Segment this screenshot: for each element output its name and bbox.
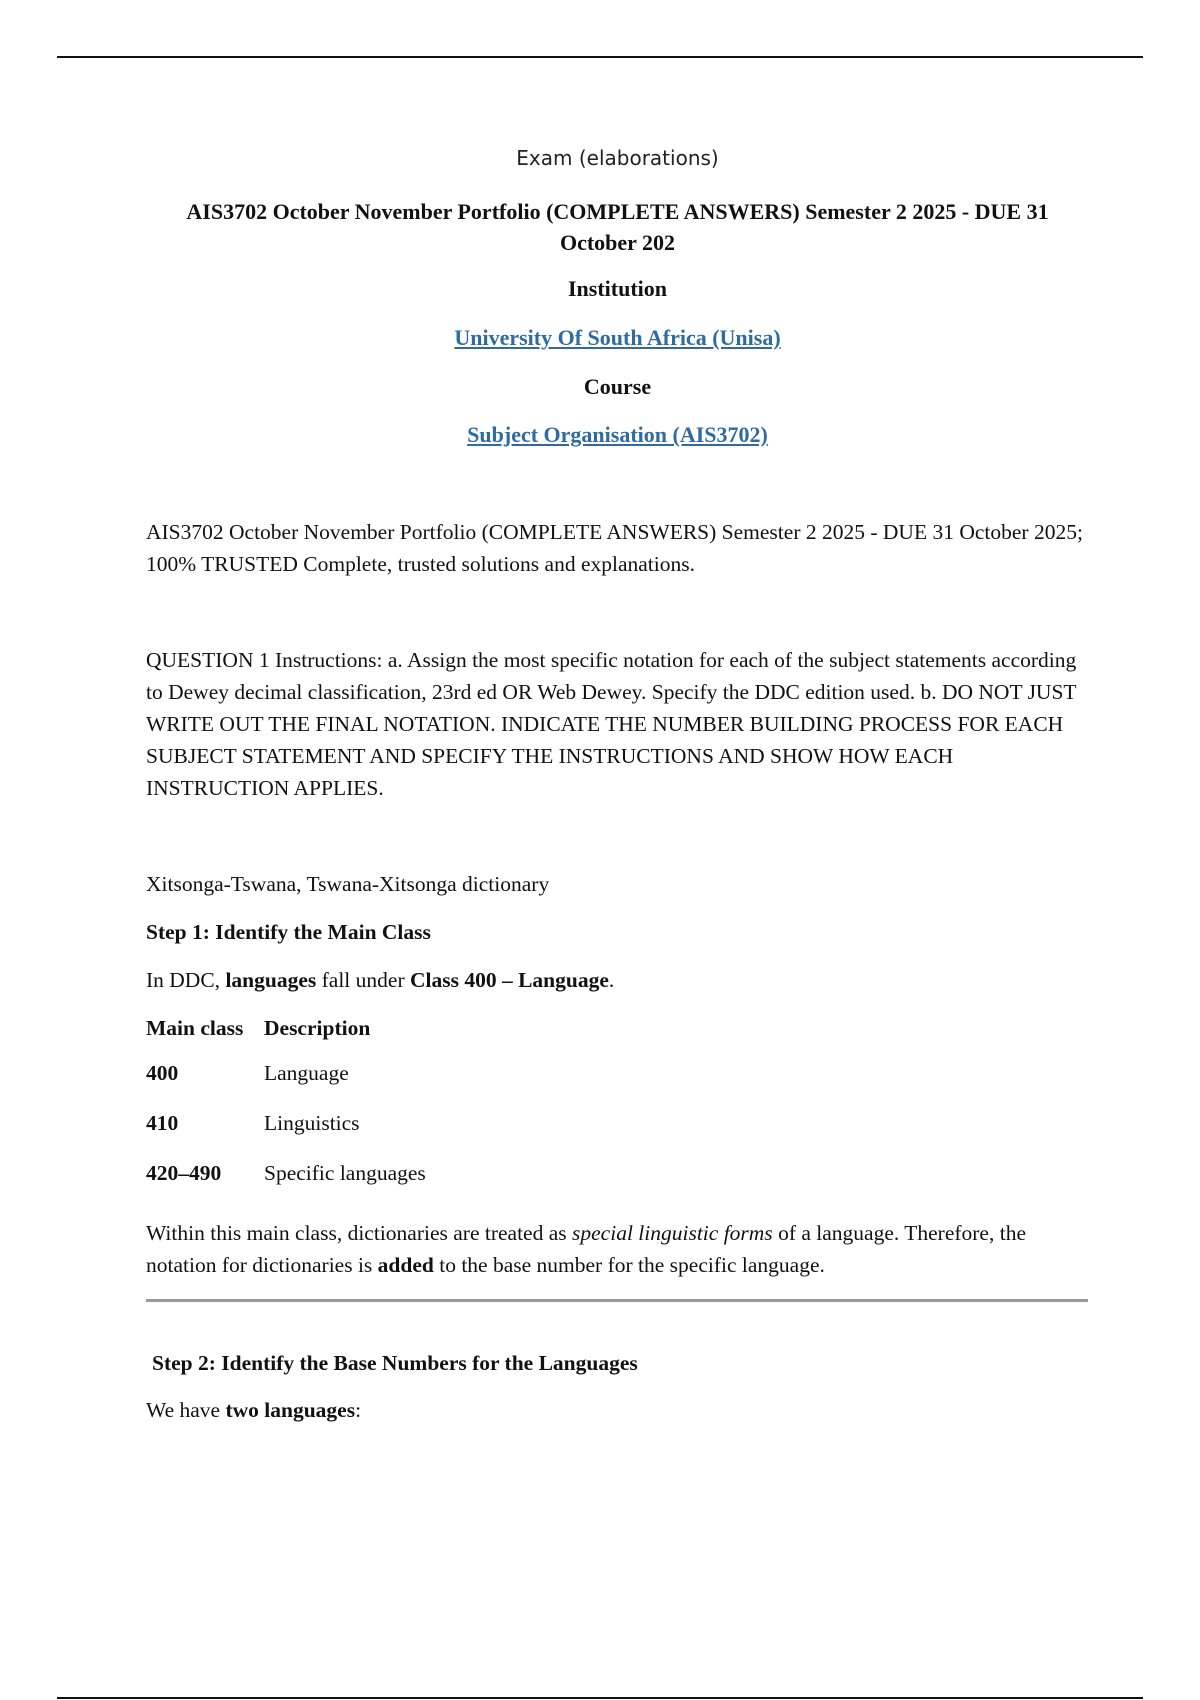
course-link[interactable]: Subject Organisation (AIS3702) <box>467 422 768 447</box>
table-row <box>146 1098 436 1148</box>
institution-link[interactable]: University Of South Africa (Unisa) <box>454 325 781 350</box>
subject-statement: Xitsonga-Tswana, Tswana-Xitsonga dictionary <box>146 872 550 896</box>
top-rule <box>57 56 1143 58</box>
institution-link-row <box>0 325 1200 351</box>
document-title: AIS3702 October November Portfolio (COMPLETE ANSWERS) Semester 2 2025 - DUE 31 October 202 <box>186 199 1049 255</box>
table-cell: Language <box>264 1060 349 1085</box>
step1-heading: Step 1: Identify the Main Class <box>146 920 431 944</box>
institution-label: Institution <box>567 276 668 301</box>
table-row <box>146 1148 436 1198</box>
section-divider <box>146 1299 1088 1302</box>
table-header: Main class <box>146 1015 244 1040</box>
course-label: Course <box>583 374 652 399</box>
course-link-row <box>0 422 1200 448</box>
table-cell: 410 <box>146 1110 179 1135</box>
step2-heading: Step 2: Identify the Base Numbers for the Languages <box>152 1351 638 1375</box>
table-row <box>146 1048 436 1098</box>
bottom-rule <box>57 1697 1143 1699</box>
table-cell: Specific languages <box>264 1160 426 1185</box>
step1-line: In DDC, languages fall under Class 400 – Language. <box>146 968 615 992</box>
institution-row <box>0 276 1200 302</box>
table-cell: 400 <box>146 1060 179 1085</box>
table-header: Description <box>264 1015 371 1040</box>
table-cell: Linguistics <box>264 1110 360 1135</box>
within-paragraph: Within this main class, dictionaries are treated as special linguistic forms of a language. Therefore, the notation for dictionaries is added to the base number for the specific language. <box>146 1221 1026 1277</box>
step2-line: We have two languages: <box>146 1398 362 1422</box>
intro-paragraph: AIS3702 October November Portfolio (COMPLETE ANSWERS) Semester 2 2025 - DUE 31 October 2025; 100% TRUSTED Complete, trusted solutions and explanations. <box>146 520 1083 576</box>
document-type: Exam (elaborations) <box>516 146 719 170</box>
table-header-row <box>146 1008 436 1048</box>
course-row <box>0 374 1200 400</box>
main-class-table <box>146 1008 436 1198</box>
table-cell: 420–490 <box>146 1160 222 1185</box>
question-paragraph: QUESTION 1 Instructions: a. Assign the most specific notation for each of the subject statements according to Dewey decimal classification, 23rd ed OR Web Dewey. Specify the DDC edition used. b. DO NOT JUST WRITE OUT THE FINAL NOTATION. INDICATE THE NUMBER BUILDING PROCESS FOR EACH SUBJECT STATEMENT AND SPECIFY THE INSTRUCTIONS AND SHOW HOW EACH INSTRUCTION APPLIES. <box>146 648 1077 800</box>
